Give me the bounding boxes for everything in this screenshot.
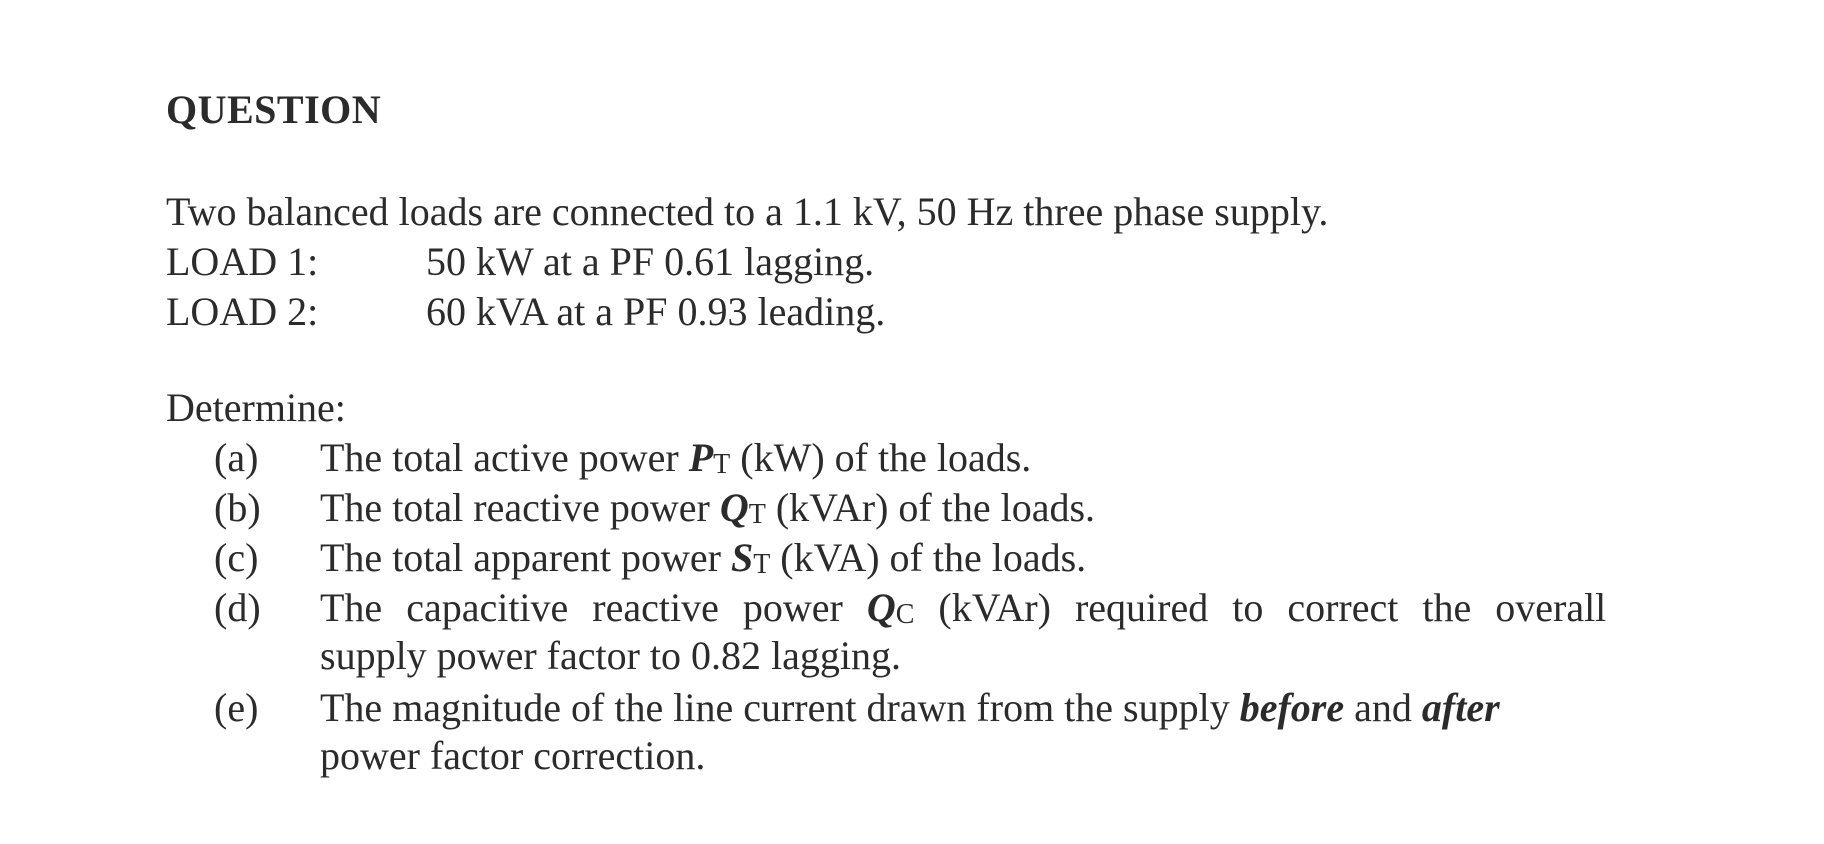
- item-b-subscript: T: [748, 499, 766, 530]
- item-e-before: before: [1239, 685, 1345, 730]
- item-a-post: (kW) of the loads.: [730, 435, 1032, 480]
- item-a-pre: The total active power: [320, 435, 689, 480]
- item-d-text: [320, 584, 1606, 639]
- load-1-value: 50 kW at a PF 0.61 lagging.: [426, 239, 875, 284]
- item-b-pre: The total reactive power: [320, 485, 720, 530]
- item-a-text: [320, 434, 1031, 489]
- item-e-pre: The magnitude of the line current drawn from the supply: [320, 685, 1240, 730]
- item-d-tag: (d): [214, 585, 261, 630]
- item-d-line2: supply power factor to 0.82 lagging.: [320, 633, 901, 678]
- item-e-mid: and: [1344, 685, 1422, 730]
- load-1-label: LOAD 1:: [166, 239, 319, 284]
- item-c-sym: S: [730, 535, 754, 580]
- item-c-text: [320, 534, 1086, 589]
- item-d-sym: Q: [866, 585, 896, 630]
- item-d-symbol: [867, 585, 915, 630]
- item-b-tag: (b): [214, 485, 261, 530]
- item-b-post: (kVAr) of the loads.: [765, 485, 1096, 530]
- item-b-text: [320, 484, 1095, 539]
- intro-text: Two balanced loads are connected to a 1.1 kV, 50 Hz three phase supply.: [166, 189, 1329, 234]
- item-a-tag: (a): [214, 435, 259, 480]
- item-e-line2: power factor correction.: [320, 733, 706, 778]
- item-a-sym: P: [688, 435, 714, 480]
- question-heading: QUESTION: [166, 87, 382, 132]
- item-a-symbol: [689, 435, 731, 480]
- item-c-subscript: T: [753, 549, 771, 580]
- determine-label: Determine:: [166, 385, 346, 430]
- item-d-post: (kVAr) required to correct the overall: [914, 585, 1607, 630]
- item-d-pre: The capacitive reactive power: [320, 585, 867, 630]
- load-2-value: 60 kVA at a PF 0.93 leading.: [426, 289, 886, 334]
- item-c-post: (kVA) of the loads.: [770, 535, 1087, 580]
- load-2-label: LOAD 2:: [166, 289, 319, 334]
- item-b-symbol: [720, 485, 766, 530]
- item-e-text: [320, 684, 1500, 732]
- item-e-tag: (e): [214, 685, 259, 730]
- item-d-subscript: C: [895, 599, 915, 630]
- item-c-pre: The total apparent power: [320, 535, 731, 580]
- item-b-sym: Q: [719, 485, 749, 530]
- item-e-after: after: [1421, 685, 1500, 730]
- item-c-symbol: [731, 535, 770, 580]
- item-a-subscript: T: [713, 449, 731, 480]
- item-c-tag: (c): [214, 535, 259, 580]
